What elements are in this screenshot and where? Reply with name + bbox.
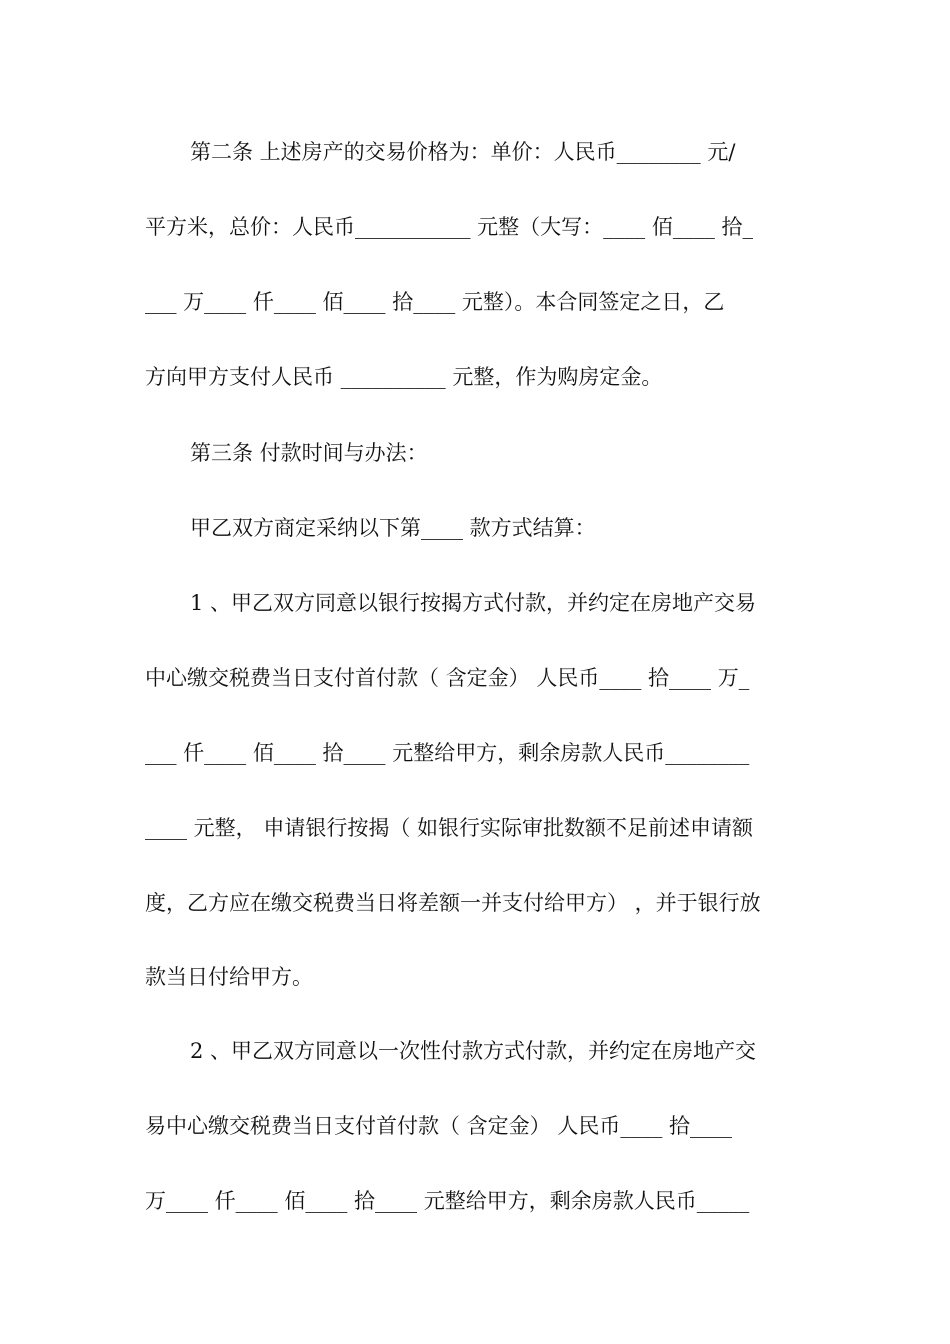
option-2-line-1: 2 、甲乙双方同意以一次性付款方式付款，并约定在房地产交 [190,1039,757,1063]
article-2-line-1: 第二条 上述房产的交易价格为：单价：人民币________ 元/ [190,140,736,164]
payment-method-line: 甲乙双方商定采纳以下第____ 款方式结算： [190,516,596,540]
article-2-line-4: 方向甲方支付人民币 __________ 元整，作为购房定金。 [145,365,663,389]
option-2-line-3: 万____ 仟____ 佰____ 拾____ 元整给甲方，剩余房款人民币_____ [145,1189,750,1213]
option-1-line-2: 中心缴交税费当日支付首付款（ 含定金） 人民币____ 拾____ 万_ [145,666,750,690]
option-1-line-1: 1 、甲乙双方同意以银行按揭方式付款，并约定在房地产交易 [190,591,757,615]
article-2-line-2: 平方米，总价：人民币___________ 元整（大写：____ 佰____ 拾_ [145,215,754,239]
article-2-line-3: ___ 万____ 仟____ 佰____ 拾____ 元整）。本合同签定之日，乙 [145,290,725,314]
article-3-heading: 第三条 付款时间与办法： [190,441,428,465]
option-2-line-2: 易中心缴交税费当日支付首付款（ 含定金） 人民币____ 拾____ [145,1114,733,1138]
option-1-line-6: 款当日付给甲方。 [145,965,313,989]
option-1-line-3: ___ 仟____ 佰____ 拾____ 元整给甲方，剩余房款人民币________ [145,741,750,765]
option-1-line-5: 度，乙方应在缴交税费当日将差额一并支付给甲方） ，并于银行放 [145,891,761,915]
option-1-line-4: ____ 元整， 申请银行按揭（ 如银行实际审批数额不足前述申请额 [145,816,754,840]
